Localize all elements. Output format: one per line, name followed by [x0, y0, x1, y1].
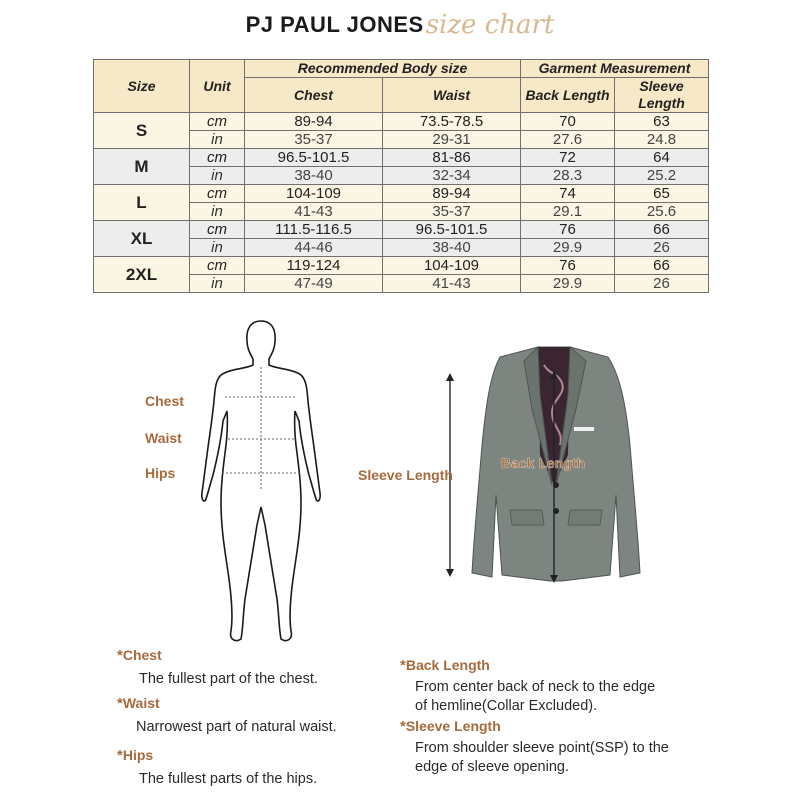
value-cell: 27.6 [521, 131, 615, 149]
table-body [94, 113, 709, 293]
value-cell: 81-86 [383, 149, 521, 167]
value-cell: 29.9 [521, 239, 615, 257]
value-cell: 35-37 [383, 203, 521, 221]
header-size: Size [94, 60, 190, 113]
desc-sleeve-body-2: edge of sleeve opening. [415, 759, 569, 775]
value-cell: 26 [615, 239, 709, 257]
body-figure [201, 317, 321, 647]
size-cell: S [94, 113, 190, 149]
header-chest: Chest [245, 78, 383, 113]
value-cell: 35-37 [245, 131, 383, 149]
value-cell: 65 [615, 185, 709, 203]
value-cell: 32-34 [383, 167, 521, 185]
table-row [94, 221, 709, 239]
unit-cm-cell: cm [190, 257, 245, 275]
value-cell: 29-31 [383, 131, 521, 149]
value-cell: 76 [521, 257, 615, 275]
size-cell: XL [94, 221, 190, 257]
value-cell: 41-43 [245, 203, 383, 221]
brand-title: PJ PAUL JONES [245, 12, 424, 37]
header-back-length: Back Length [521, 78, 615, 113]
value-cell: 73.5-78.5 [383, 113, 521, 131]
desc-sleeve-title: Sleeve Length [405, 718, 501, 734]
size-chart-script: size chart [425, 10, 555, 40]
label-back-length: Back Length [500, 455, 586, 471]
desc-chest-body: The fullest part of the chest. [139, 671, 318, 687]
value-cell: 63 [615, 113, 709, 131]
desc-hips-title: Hips [122, 747, 154, 763]
value-cell: 119-124 [245, 257, 383, 275]
unit-cm-cell: cm [190, 149, 245, 167]
value-cell: 70 [521, 113, 615, 131]
size-cell: L [94, 185, 190, 221]
unit-in-cell: in [190, 167, 245, 185]
unit-in-cell: in [190, 131, 245, 149]
star-mark: * [400, 718, 406, 735]
star-mark: * [400, 657, 406, 674]
desc-waist-body: Narrowest part of natural waist. [136, 719, 337, 735]
desc-chest [117, 646, 318, 689]
value-cell: 104-109 [245, 185, 383, 203]
desc-hips-body: The fullest parts of the hips. [139, 771, 318, 787]
jacket-figure [440, 335, 670, 585]
value-cell: 66 [615, 257, 709, 275]
desc-back-title: Back Length [405, 657, 490, 673]
value-cell: 28.3 [521, 167, 615, 185]
value-cell: 24.8 [615, 131, 709, 149]
chart-header [0, 10, 800, 54]
value-cell: 111.5-116.5 [245, 221, 383, 239]
value-cell: 64 [615, 149, 709, 167]
size-table [93, 59, 709, 293]
label-sleeve-length: Sleeve Length [358, 467, 453, 483]
desc-back-body-2: of hemline(Collar Excluded). [415, 698, 598, 714]
table-row [94, 185, 709, 203]
value-cell: 38-40 [383, 239, 521, 257]
label-chest: Chest [145, 393, 184, 409]
desc-chest-title: Chest [122, 647, 162, 663]
table-row [94, 113, 709, 131]
value-cell: 38-40 [245, 167, 383, 185]
desc-hips [117, 746, 317, 789]
star-mark: * [117, 695, 123, 712]
value-cell: 96.5-101.5 [383, 221, 521, 239]
header-sleeve-length: Sleeve Length [615, 78, 709, 113]
desc-sleeve-length [400, 717, 669, 777]
header-unit: Unit [190, 60, 245, 113]
unit-cm-cell: cm [190, 113, 245, 131]
value-cell: 29.1 [521, 203, 615, 221]
unit-cm-cell: cm [190, 185, 245, 203]
label-hips: Hips [145, 465, 176, 481]
table-row [94, 149, 709, 167]
unit-cm-cell: cm [190, 221, 245, 239]
value-cell: 96.5-101.5 [245, 149, 383, 167]
value-cell: 72 [521, 149, 615, 167]
value-cell: 76 [521, 221, 615, 239]
value-cell: 47-49 [245, 275, 383, 293]
size-cell: 2XL [94, 257, 190, 293]
value-cell: 89-94 [245, 113, 383, 131]
size-cell: M [94, 149, 190, 185]
desc-back-length [400, 656, 655, 716]
star-mark: * [117, 747, 123, 764]
header-body-size: Recommended Body size [245, 60, 521, 78]
table-row [94, 257, 709, 275]
value-cell: 25.6 [615, 203, 709, 221]
value-cell: 74 [521, 185, 615, 203]
header-garment: Garment Measurement [521, 60, 709, 78]
value-cell: 25.2 [615, 167, 709, 185]
star-mark: * [117, 647, 123, 664]
value-cell: 89-94 [383, 185, 521, 203]
header-waist: Waist [383, 78, 521, 113]
desc-back-body-1: From center back of neck to the edge [415, 679, 656, 695]
label-waist: Waist [145, 430, 182, 446]
value-cell: 66 [615, 221, 709, 239]
value-cell: 104-109 [383, 257, 521, 275]
desc-waist-title: Waist [122, 695, 160, 711]
desc-sleeve-body-1: From shoulder sleeve point(SSP) to the [415, 740, 669, 756]
value-cell: 41-43 [383, 275, 521, 293]
value-cell: 44-46 [245, 239, 383, 257]
unit-in-cell: in [190, 239, 245, 257]
value-cell: 29.9 [521, 275, 615, 293]
unit-in-cell: in [190, 203, 245, 221]
unit-in-cell: in [190, 275, 245, 293]
desc-waist [117, 694, 337, 737]
value-cell: 26 [615, 275, 709, 293]
